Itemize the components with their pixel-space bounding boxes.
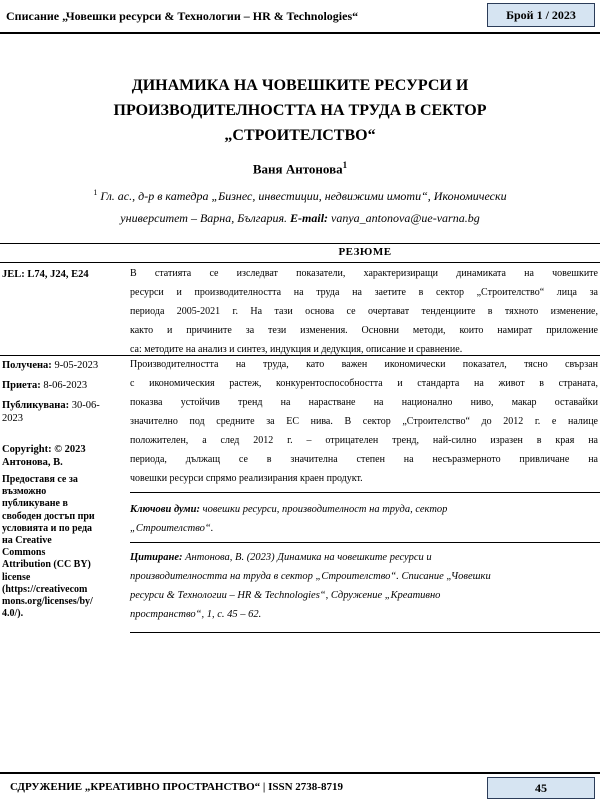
license-line: на Creative xyxy=(2,535,52,547)
copyright-notice xyxy=(2,443,126,469)
author-name-text: Ваня Антонова xyxy=(252,161,343,177)
abstract-line: човешки ресурси спрямо реализирания краен продукт. xyxy=(130,473,363,484)
title-line: ПРОИЗВОДИТЕЛНОСТТА НА ТРУДА В СЕКТОР xyxy=(113,102,487,119)
divider xyxy=(0,262,600,263)
keywords-text: „Строителство“. xyxy=(130,523,214,534)
citation-line: ресурси & Технологии – HR & Technologies“, Сдружение „Креативно xyxy=(130,590,441,601)
publication-dates xyxy=(2,359,126,425)
title-line: „СТРОИТЕЛСТВО“ xyxy=(224,127,376,144)
citation-line: производителността на труда в сектор „Строителство“. Списание „Човешки xyxy=(130,571,491,582)
license-link[interactable]: (https://creativecom xyxy=(2,583,88,595)
issue-number-badge: Брой 1 / 2023 xyxy=(487,3,595,27)
author-affiliation xyxy=(10,182,590,229)
abstract-line: положителен, а след 2012 г. – отрицателен тренд, най-силно изразен в края на xyxy=(130,435,598,446)
abstract-paragraph-1 xyxy=(130,264,598,359)
license-line: свободен достъп при xyxy=(2,510,95,522)
citation-text: Антонова, В. (2023) Динамика на човешките ресурси и xyxy=(185,552,432,563)
divider xyxy=(0,243,600,244)
affiliation-text: университет – Варна, България. xyxy=(120,211,288,225)
abstract-line: както и причините за тези изменения. Основни методи, които намират приложение xyxy=(130,325,598,336)
license-line: Commons xyxy=(2,547,46,559)
affiliation-line xyxy=(10,207,590,229)
license-line: условията и по реда xyxy=(2,522,93,534)
citation-line xyxy=(130,548,598,567)
title-line: ДИНАМИКА НА ЧОВЕШКИТЕ РЕСУРСИ И xyxy=(131,77,469,94)
page-number: 45 xyxy=(487,777,595,799)
received-value: 9-05-2023 xyxy=(54,360,99,371)
license-link[interactable]: 4.0/). xyxy=(2,608,24,620)
jel-codes: JEL: L74, J24, E24 xyxy=(2,269,89,280)
accepted-label: Приета: xyxy=(2,380,41,391)
affiliation-line xyxy=(10,182,590,207)
abstract-line: значително под средните за ЕС нива. В сектор „Строителство“ до 2012 г. е налице xyxy=(130,416,598,427)
copyright-line: Антонова, В. xyxy=(2,457,63,468)
article-title xyxy=(40,73,560,148)
received-label: Получена: xyxy=(2,360,52,371)
abstract-line: с икономическия растеж, конкурентоспособността и стандарта на живот в страната, xyxy=(130,378,598,389)
published-value: 30-06- xyxy=(71,400,100,411)
published-date xyxy=(2,399,126,425)
divider xyxy=(130,492,600,493)
page-footer xyxy=(0,772,600,800)
copyright-line: Copyright: © 2023 xyxy=(2,444,86,455)
divider xyxy=(130,632,600,633)
affiliation-footnote-marker: 1 xyxy=(93,188,98,197)
citation xyxy=(130,548,598,624)
published-value-year: 2023 xyxy=(2,413,23,424)
license-line: Attribution (CC BY) xyxy=(2,559,91,571)
keywords-label: Ключови думи: xyxy=(130,504,200,515)
license-line: Предоставя се за xyxy=(2,474,78,485)
email-label: E-mail: xyxy=(290,211,329,225)
abstract-line: са: методите на анализ и синтез, индукция и дедукция, описание и сравнение. xyxy=(130,344,463,355)
divider xyxy=(130,542,600,543)
accepted-value: 8-06-2023 xyxy=(43,380,88,391)
received-date xyxy=(2,359,126,372)
accepted-date xyxy=(2,379,126,392)
author-email[interactable]: vanya_antonova@ue-varna.bg xyxy=(331,211,480,225)
abstract-line: ресурси и производителността на труда на заетите в сектор „Строителство“ лица за xyxy=(130,287,598,298)
published-label: Публикувана: xyxy=(2,400,70,411)
keywords-text: човешки ресурси, производителност на труда, сектор xyxy=(202,504,448,515)
abstract-line: Производителността на труда, като важен икономически показател, тясно свързан xyxy=(130,359,598,370)
journal-title: Списание „Човешки ресурси & Технологии – HR & Technologies“ xyxy=(6,9,359,23)
license-line: license xyxy=(2,571,31,583)
abstract-line: периода 2005-2021 г. На тази основа се очертават тенденциите в тяхното изменение, xyxy=(130,306,598,317)
license-link[interactable]: mons.org/licenses/by/ xyxy=(2,596,93,608)
journal-header xyxy=(0,0,600,34)
license-notice xyxy=(2,474,126,620)
abstract-line: периода, дължащ се в значителна степен на несъразмерното привличане на xyxy=(130,454,598,465)
license-line: публикуване в xyxy=(2,498,68,510)
keywords xyxy=(130,500,598,538)
author-footnote-marker: 1 xyxy=(342,160,348,170)
affiliation-text: Гл. ас., д-р в катедра „Бизнес, инвестиции, недвижими имоти“, Икономически xyxy=(100,189,507,203)
summary-heading: РЕЗЮМЕ xyxy=(338,246,392,258)
citation-label: Цитиране: xyxy=(130,552,183,563)
publisher-issn: СДРУЖЕНИЕ „КРЕАТИВНО ПРОСТРАНСТВО“ | ISSN 2738-8719 xyxy=(10,781,343,793)
license-line: възможно xyxy=(2,486,47,498)
keywords-line xyxy=(130,500,598,519)
author-name xyxy=(0,160,600,177)
abstract-line: В статията се изследват показатели, характеризиращи динамиката на човешките xyxy=(130,268,598,279)
citation-line: пространство“, 1, с. 45 – 62. xyxy=(130,609,262,620)
abstract-paragraph-2 xyxy=(130,355,598,488)
abstract-line: показва устойчив тренд на нарастване на национално ниво, макар оставайки xyxy=(130,397,598,408)
